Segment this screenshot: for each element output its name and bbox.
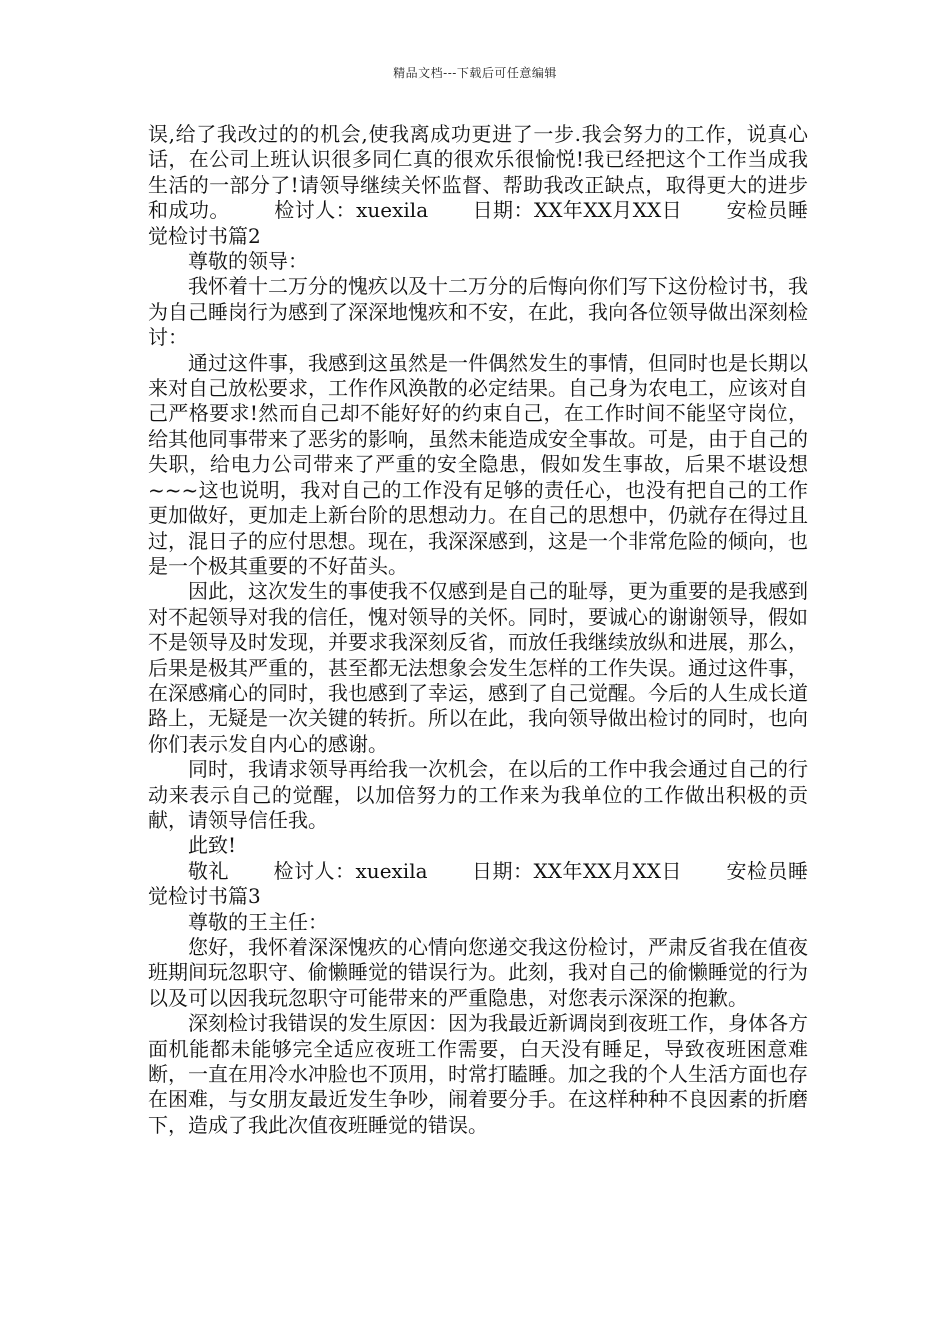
document-body	[148, 122, 808, 1138]
salutation-3: 尊敬的王主任：	[188, 909, 328, 934]
paragraph-2: 我怀着十二万分的愧疚以及十二万分的后悔向你们写下这份检讨书，我为自己睡岗行为感到了深深地愧疚和不安，在此，我向各位领导做出深刻检讨：	[148, 274, 808, 350]
paragraph-1-text: 误,给了我改过的的机会,使我离成功更进了一步.我会努力的工作，说真心话，在公司上班认识很多同仁真的很欢乐很愉悦!我已经把这个工作当成我生活的一部分了!请领导继续关怀监督、帮助我改正缺点，取得更大的进步和成功。	[148, 122, 808, 223]
closing-line-2	[148, 859, 808, 910]
paragraph-6: 您好，我怀着深深愧疚的心情向您递交我这份检讨，严肃反省我在值夜班期间玩忽职守、偷懒睡觉的错误行为。此刻，我对自己的偷懒睡觉的行为以及可以因我玩忽职守可能带来的严重隐患，对您表示深深的抱歉。	[148, 935, 808, 1010]
paragraph-3: 通过这件事，我感到这虽然是一件偶然发生的事情，但同时也是长期以来对自己放松要求，工作作风涣散的必定结果。自己身为农电工，应该对自己严格要求!然而自己却不能好好的约束自己，在工作时间不能坚守岗位，给其他同事带来了恶劣的影响，虽然未能造成安全事故。可是，由于自己的失职，给电力公司带来了严重的安全隐患，假如发生事故，后果不堪设想~~~这也说明，我对自己的工作没有足够的责任心，也没有把自己的工作更加做好，更加走上新台阶的思想动力。在自己的思想中，仍就存在得过且过，混日子的应付思想。现在，我深深感到，这是一个非常危险的倾向，也是一个极其重要的不好苗头。	[148, 350, 808, 578]
section-title-2: 安检员睡觉检讨书篇2	[148, 198, 809, 248]
closing-salute: 敬礼	[188, 858, 230, 883]
date-1: 日期：XX年XX月XX日	[472, 198, 683, 223]
page-header: 精品文档---下载后可任意编辑	[393, 66, 557, 80]
closing-line-1: 此致!	[188, 833, 237, 858]
signature-1: 检讨人：xuexila	[273, 198, 429, 223]
section-title-3: 安检员睡觉检讨书篇3	[148, 858, 809, 909]
salutation-2: 尊敬的领导：	[188, 249, 308, 274]
paragraph-4: 因此，这次发生的事使我不仅感到是自己的耻辱，更为重要的是我感到对不起领导对我的信任，愧对领导的关怀。同时，要诚心的谢谢领导，假如不是领导及时发现，并要求我深刻反省，而放任我继续放纵和进展，那么，后果是极其严重的，甚至都无法想象会发生怎样的工作失误。通过这件事，在深感痛心的同时，我也感到了幸运，感到了自己觉醒。今后的人生成长道路上，无疑是一次关键的转折。所以在此，我向领导做出检讨的同时，也向你们表示发自内心的感谢。	[148, 579, 808, 756]
date-2: 日期：XX年XX月XX日	[471, 858, 682, 883]
paragraph-7: 深刻检讨我错误的发生原因：因为我最近新调岗到夜班工作，身体各方面机能都未能够完全适应夜班工作需要，白天没有睡足，导致夜班困意难断，一直在用冷水冲脸也不顶用，时常打瞌睡。加之我的个人生活方面也存在困难，与女朋友最近发生争吵，闹着要分手。在这样种种不良因素的折磨下，造成了我此次值夜班睡觉的错误。	[148, 1011, 808, 1137]
paragraph-5: 同时，我请求领导再给我一次机会，在以后的工作中我会通过自己的行动来表示自己的觉醒，以加倍努力的工作来为我单位的工作做出积极的贡献，请领导信任我。	[148, 757, 808, 832]
signature-2: 检讨人：xuexila	[273, 858, 428, 883]
paragraph-1	[148, 122, 808, 249]
